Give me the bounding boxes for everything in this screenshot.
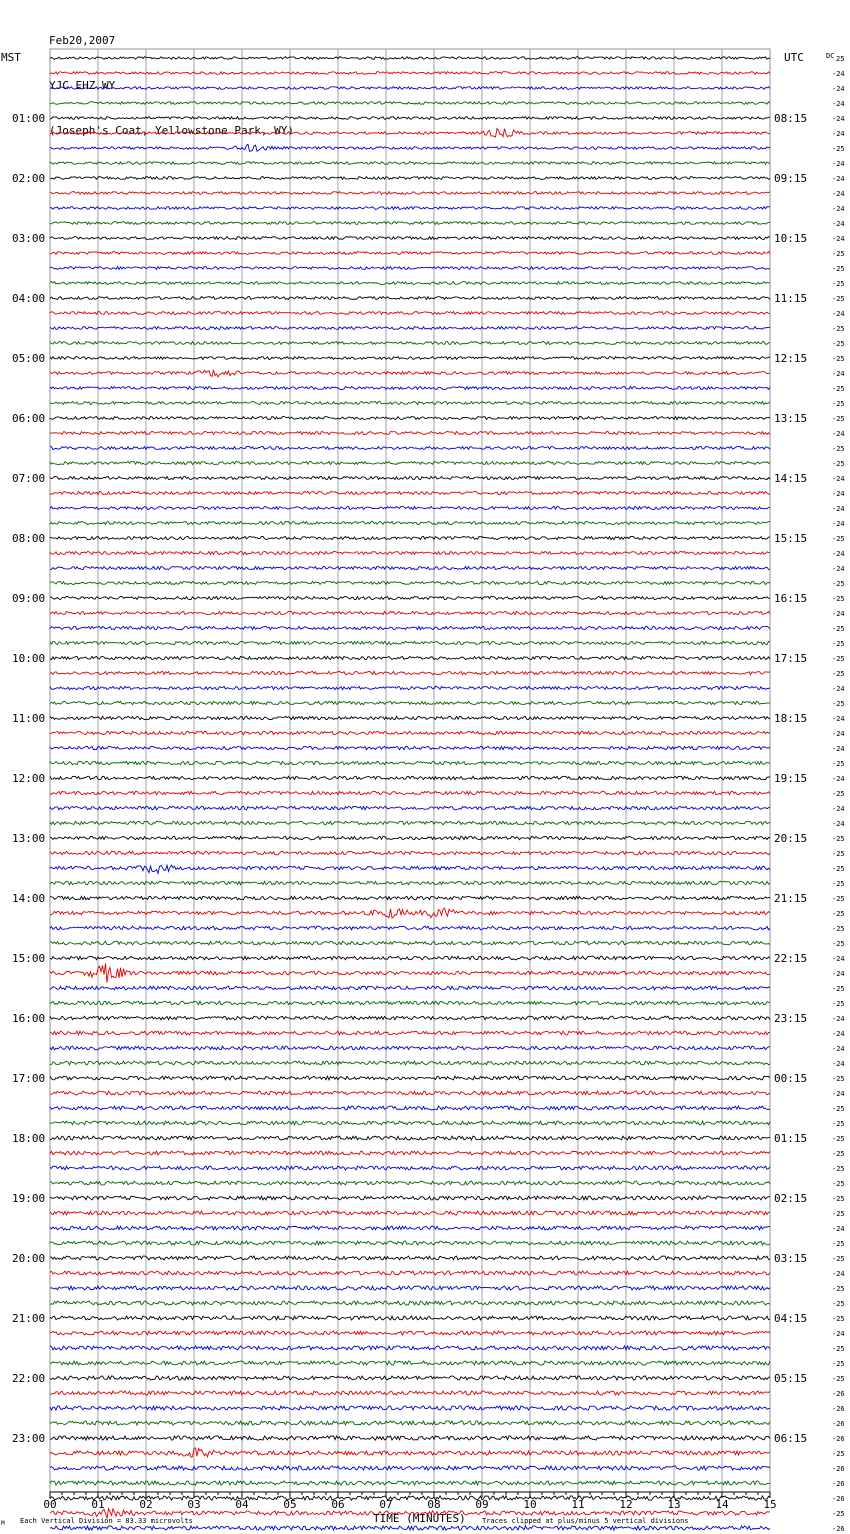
trace-line — [50, 370, 770, 377]
dc-offset-value: -25 — [832, 670, 845, 678]
x-tick-label: 11 — [571, 1498, 585, 1511]
trace-line — [50, 267, 770, 270]
utc-hour-label: 23:15 — [774, 1012, 808, 1025]
utc-hour-label: 04:15 — [774, 1312, 808, 1325]
dc-offset-value: -25 — [832, 1135, 845, 1143]
trace-line — [50, 506, 770, 509]
trace-line — [50, 1346, 770, 1350]
utc-hour-label: 10:15 — [774, 232, 808, 245]
trace-line — [50, 1166, 770, 1170]
mst-hour-label: 17:00 — [12, 1072, 46, 1085]
trace-line — [50, 252, 770, 255]
mst-hour-label: 12:00 — [12, 772, 46, 785]
mst-hour-label: 04:00 — [12, 292, 46, 305]
trace-line — [50, 1361, 770, 1365]
dc-offset-value: -25 — [832, 760, 845, 768]
dc-offset-value: -24 — [832, 235, 845, 243]
dc-offset-value: -24 — [832, 430, 845, 438]
trace-line — [50, 1466, 770, 1470]
mst-hour-label: 01:00 — [12, 112, 46, 125]
dc-offset-value: -25 — [832, 460, 845, 468]
dc-offset-value: -26 — [832, 1465, 845, 1473]
dc-offset-value: -25 — [832, 325, 845, 333]
plot-frame — [50, 49, 770, 1492]
dc-offset-value: -25 — [832, 625, 845, 633]
dc-offset-value: -25 — [832, 1120, 845, 1128]
trace-line — [50, 491, 770, 494]
trace-line — [50, 1241, 770, 1245]
dc-offset-value: -24 — [832, 1045, 845, 1053]
trace-line — [50, 1106, 770, 1110]
utc-hour-label: 01:15 — [774, 1132, 808, 1145]
trace-line — [50, 87, 770, 90]
dc-offset-value: -26 — [832, 1525, 845, 1533]
dc-offset-value: -24 — [832, 955, 845, 963]
corner-mark: M — [1, 1520, 5, 1527]
dc-offset-value: -25 — [832, 145, 845, 153]
trace-line — [50, 222, 770, 225]
trace-line — [50, 102, 770, 105]
trace-line — [50, 806, 770, 809]
mst-hour-label: 10:00 — [12, 652, 46, 665]
dc-offset-value: -24 — [832, 775, 845, 783]
dc-offset-value: -25 — [832, 1150, 845, 1158]
x-tick-label: 02 — [139, 1498, 153, 1511]
dc-offset-value: -25 — [832, 1345, 845, 1353]
dc-offset-value: -25 — [832, 910, 845, 918]
dc-offset-value: -24 — [832, 610, 845, 618]
dc-offset-value: -25 — [832, 1195, 845, 1203]
trace-line — [50, 57, 770, 60]
mst-hour-label: 15:00 — [12, 952, 46, 965]
dc-offset-value: -25 — [832, 580, 845, 588]
trace-line — [50, 1481, 770, 1485]
dc-offset-value: -25 — [832, 1075, 845, 1083]
trace-line — [50, 1256, 770, 1260]
dc-offset-value: -25 — [832, 415, 845, 423]
dc-offset-value: -25 — [832, 535, 845, 543]
dc-offset-value: -25 — [832, 265, 845, 273]
dc-offset-value: -24 — [832, 1330, 845, 1338]
trace-line — [50, 1331, 770, 1335]
trace-line — [50, 357, 770, 360]
x-tick-label: 15 — [763, 1498, 777, 1511]
trace-line — [50, 626, 770, 629]
trace-line — [50, 865, 770, 873]
trace-line — [50, 1421, 770, 1425]
mst-hour-label: 21:00 — [12, 1312, 46, 1325]
trace-line — [50, 1376, 770, 1380]
dc-offset-value: -24 — [832, 1060, 845, 1068]
dc-offset-value: -24 — [832, 1270, 845, 1278]
dc-offset-value: -24 — [832, 160, 845, 168]
trace-line — [50, 1301, 770, 1305]
dc-offset-value: -24 — [832, 970, 845, 978]
x-tick-label: 03 — [187, 1498, 201, 1511]
trace-line — [50, 1031, 770, 1035]
dc-offset-value: -25 — [832, 835, 845, 843]
mst-hour-label: 07:00 — [12, 472, 46, 485]
dc-offset-value: -25 — [832, 595, 845, 603]
trace-line — [50, 641, 770, 644]
trace-line — [50, 896, 770, 900]
trace-line — [50, 521, 770, 524]
trace-line — [50, 1271, 770, 1275]
trace-line — [50, 926, 770, 930]
dc-offset-value: -25 — [832, 1450, 845, 1458]
x-tick-label: 08 — [427, 1498, 441, 1511]
mst-hour-label: 09:00 — [12, 592, 46, 605]
dc-offset-value: -24 — [832, 805, 845, 813]
trace-line — [50, 1196, 770, 1200]
x-tick-label: 06 — [331, 1498, 345, 1511]
trace-line — [50, 671, 770, 674]
trace-line — [50, 1211, 770, 1215]
trace-line — [50, 908, 770, 918]
trace-line — [50, 402, 770, 405]
utc-hour-label: 00:15 — [774, 1072, 808, 1085]
dc-offset-value: -26 — [832, 1390, 845, 1398]
x-tick-label: 09 — [475, 1498, 489, 1511]
trace-line — [50, 686, 770, 689]
trace-line — [50, 387, 770, 390]
dc-offset-value: -25 — [832, 865, 845, 873]
dc-offset-value: -26 — [832, 1420, 845, 1428]
dc-offset-value: -25 — [832, 850, 845, 858]
trace-line — [50, 1448, 770, 1457]
dc-offset-value: -25 — [832, 940, 845, 948]
dc-offset-value: -24 — [832, 475, 845, 483]
location-label: (Joseph's Coat, Yellowstone Park, WY) — [49, 124, 295, 137]
dc-offset-value: -24 — [832, 205, 845, 213]
dc-offset-value: -25 — [832, 640, 845, 648]
dc-offset-value: -25 — [832, 1105, 845, 1113]
dc-offset-value: -24 — [832, 310, 845, 318]
x-tick-label: 05 — [283, 1498, 297, 1511]
trace-line — [50, 701, 770, 704]
utc-hour-label: 17:15 — [774, 652, 808, 665]
trace-line — [50, 1181, 770, 1185]
dc-offset-value: -24 — [832, 1030, 845, 1038]
trace-line — [50, 881, 770, 885]
trace-line — [50, 1061, 770, 1065]
trace-line — [50, 72, 770, 75]
dc-offset-value: -25 — [832, 880, 845, 888]
trace-line — [50, 1436, 770, 1440]
utc-hour-label: 11:15 — [774, 292, 808, 305]
dc-offset-value: -25 — [832, 1240, 845, 1248]
trace-line — [50, 581, 770, 584]
trace-line — [50, 1016, 770, 1020]
trace-line — [50, 327, 770, 330]
dc-offset-value: -25 — [832, 1255, 845, 1263]
trace-line — [50, 117, 770, 120]
dc-offset-value: -24 — [832, 715, 845, 723]
utc-hour-label: 14:15 — [774, 472, 808, 485]
trace-line — [50, 312, 770, 315]
utc-hour-label: 03:15 — [774, 1252, 808, 1265]
dc-offset-value: -24 — [832, 370, 845, 378]
dc-offset-value: -25 — [832, 1210, 845, 1218]
trace-line — [50, 731, 770, 734]
mst-hour-label: 05:00 — [12, 352, 46, 365]
x-tick-label: 12 — [619, 1498, 633, 1511]
utc-hour-label: 20:15 — [774, 832, 808, 845]
trace-line — [50, 1496, 770, 1500]
dc-offset-value: -25 — [832, 790, 845, 798]
clipping-note: Traces clipped at plus/minus 5 vertical divisions — [482, 1517, 689, 1525]
dc-label: DC — [826, 52, 835, 60]
trace-line — [50, 791, 770, 794]
dc-offset-value: -25 — [832, 400, 845, 408]
utc-hour-label: 19:15 — [774, 772, 808, 785]
dc-offset-value: -24 — [832, 565, 845, 573]
dc-offset-value: -25 — [832, 295, 845, 303]
utc-hour-label: 06:15 — [774, 1432, 808, 1445]
dc-offset-value: -24 — [832, 730, 845, 738]
trace-line — [50, 207, 770, 210]
dc-offset-value: -25 — [832, 1285, 845, 1293]
mst-hour-label: 23:00 — [12, 1432, 46, 1445]
trace-line — [50, 282, 770, 285]
trace-line — [50, 446, 770, 449]
seismic-traces — [50, 57, 770, 1534]
dc-offset-value: -24 — [832, 820, 845, 828]
mst-hour-label: 18:00 — [12, 1132, 46, 1145]
trace-line — [50, 1046, 770, 1050]
dc-offset-value: -25 — [832, 1315, 845, 1323]
mst-hour-label: 20:00 — [12, 1252, 46, 1265]
dc-offset-value: -25 — [832, 1375, 845, 1383]
trace-line — [50, 192, 770, 195]
utc-hour-label: 22:15 — [774, 952, 808, 965]
utc-hour-label: 13:15 — [774, 412, 808, 425]
x-tick-label: 10 — [523, 1498, 537, 1511]
mst-label: MST — [1, 51, 21, 64]
trace-line — [50, 177, 770, 180]
dc-offset-value: -24 — [832, 85, 845, 93]
trace-line — [50, 746, 770, 749]
mst-hour-label: 22:00 — [12, 1372, 46, 1385]
trace-line — [50, 144, 770, 151]
trace-line — [50, 1091, 770, 1095]
trace-line — [50, 417, 770, 420]
trace-line — [50, 342, 770, 345]
dc-offset-value: -26 — [832, 1405, 845, 1413]
utc-hour-label: 05:15 — [774, 1372, 808, 1385]
mst-hour-label: 06:00 — [12, 412, 46, 425]
mst-hour-label: 08:00 — [12, 532, 46, 545]
x-tick-label: 13 — [667, 1498, 681, 1511]
dc-offset-value: -25 — [832, 1300, 845, 1308]
utc-hour-label: 16:15 — [774, 592, 808, 605]
utc-hour-label: 12:15 — [774, 352, 808, 365]
dc-offset-value: -24 — [832, 1225, 845, 1233]
mst-hour-label: 13:00 — [12, 832, 46, 845]
dc-first-value: 25 — [836, 55, 845, 63]
dc-offset-value: -26 — [832, 1435, 845, 1443]
trace-line — [50, 986, 770, 990]
date-label: Feb20,2007 — [49, 34, 116, 47]
dc-offset-value: -25 — [832, 1165, 845, 1173]
trace-line — [50, 956, 770, 960]
dc-offset-value: -24 — [832, 70, 845, 78]
dc-offset-value: -24 — [832, 175, 845, 183]
dc-offset-value: -24 — [832, 190, 845, 198]
trace-line — [50, 476, 770, 479]
dc-offset-value: -24 — [832, 1015, 845, 1023]
trace-line — [50, 656, 770, 659]
station-label: YJC EHZ WY — [49, 79, 116, 92]
trace-line — [50, 162, 770, 165]
x-tick-label: 01 — [91, 1498, 105, 1511]
trace-line — [50, 129, 770, 138]
trace-line — [50, 461, 770, 464]
trace-line — [50, 963, 770, 982]
trace-line — [50, 566, 770, 569]
dc-offset-value: -25 — [832, 1180, 845, 1188]
dc-offset-value: -25 — [832, 1510, 845, 1518]
utc-hour-label: 09:15 — [774, 172, 808, 185]
x-axis-label: TIME (MINUTES) — [373, 1512, 466, 1525]
dc-offset-value: -25 — [832, 700, 845, 708]
trace-line — [50, 851, 770, 855]
utc-hour-label: 21:15 — [774, 892, 808, 905]
trace-line — [50, 1001, 770, 1005]
mst-hour-label: 19:00 — [12, 1192, 46, 1205]
utc-hour-label: 02:15 — [774, 1192, 808, 1205]
trace-line — [50, 1121, 770, 1125]
dc-offset-value: -24 — [832, 550, 845, 558]
dc-offset-value: -25 — [832, 985, 845, 993]
dc-offset-value: -25 — [832, 895, 845, 903]
dc-offset-value: -25 — [832, 355, 845, 363]
x-tick-label: 04 — [235, 1498, 249, 1511]
trace-line — [50, 1526, 770, 1530]
dc-offset-value: -24 — [832, 505, 845, 513]
trace-line — [50, 1076, 770, 1080]
dc-offset-value: -24 — [832, 745, 845, 753]
mst-hour-label: 14:00 — [12, 892, 46, 905]
utc-label: UTC — [784, 51, 804, 64]
dc-offset-value: -26 — [832, 1480, 845, 1488]
dc-offset-value: -25 — [832, 445, 845, 453]
dc-offset-value: -25 — [832, 925, 845, 933]
dc-offset-value: -24 — [832, 1090, 845, 1098]
mst-hour-label: 16:00 — [12, 1012, 46, 1025]
division-note: Each Vertical Division = 83.33 microvolts — [20, 1517, 193, 1525]
x-tick-label: 14 — [715, 1498, 729, 1511]
trace-line — [50, 1406, 770, 1410]
trace-line — [50, 536, 770, 539]
dc-offset-value: -24 — [832, 490, 845, 498]
trace-line — [50, 297, 770, 300]
trace-line — [50, 821, 770, 824]
trace-line — [50, 716, 770, 719]
x-tick-label: 07 — [379, 1498, 393, 1511]
dc-offset-value: -25 — [832, 280, 845, 288]
dc-offset-value: -24 — [832, 685, 845, 693]
dc-offset-value: -25 — [832, 250, 845, 258]
trace-line — [50, 1391, 770, 1395]
dc-offset-value: -25 — [832, 340, 845, 348]
trace-line — [50, 836, 770, 839]
trace-line — [50, 611, 770, 614]
trace-line — [50, 431, 770, 434]
trace-line — [50, 1136, 770, 1140]
dc-offset-value: -25 — [832, 1360, 845, 1368]
trace-line — [50, 237, 770, 240]
dc-offset-value: -25 — [832, 1000, 845, 1008]
dc-offset-value: -26 — [832, 1495, 845, 1503]
dc-offset-value: -24 — [832, 520, 845, 528]
mst-hour-label: 02:00 — [12, 172, 46, 185]
trace-line — [50, 1151, 770, 1155]
trace-line — [50, 776, 770, 779]
trace-line — [50, 1226, 770, 1230]
dc-offset-value: -25 — [832, 385, 845, 393]
utc-hour-label: 08:15 — [774, 112, 808, 125]
trace-line — [50, 1316, 770, 1320]
trace-line — [50, 551, 770, 554]
trace-line — [50, 1286, 770, 1290]
trace-line — [50, 761, 770, 764]
mst-hour-label: 03:00 — [12, 232, 46, 245]
dc-offset-value: -25 — [832, 655, 845, 663]
trace-line — [50, 941, 770, 945]
utc-hour-label: 18:15 — [774, 712, 808, 725]
mst-hour-label: 11:00 — [12, 712, 46, 725]
utc-hour-label: 15:15 — [774, 532, 808, 545]
dc-offset-value: -24 — [832, 130, 845, 138]
dc-offset-value: -24 — [832, 220, 845, 228]
x-tick-label: 00 — [43, 1498, 57, 1511]
dc-offset-value: -24 — [832, 100, 845, 108]
dc-offset-value: -24 — [832, 115, 845, 123]
trace-line — [50, 596, 770, 599]
